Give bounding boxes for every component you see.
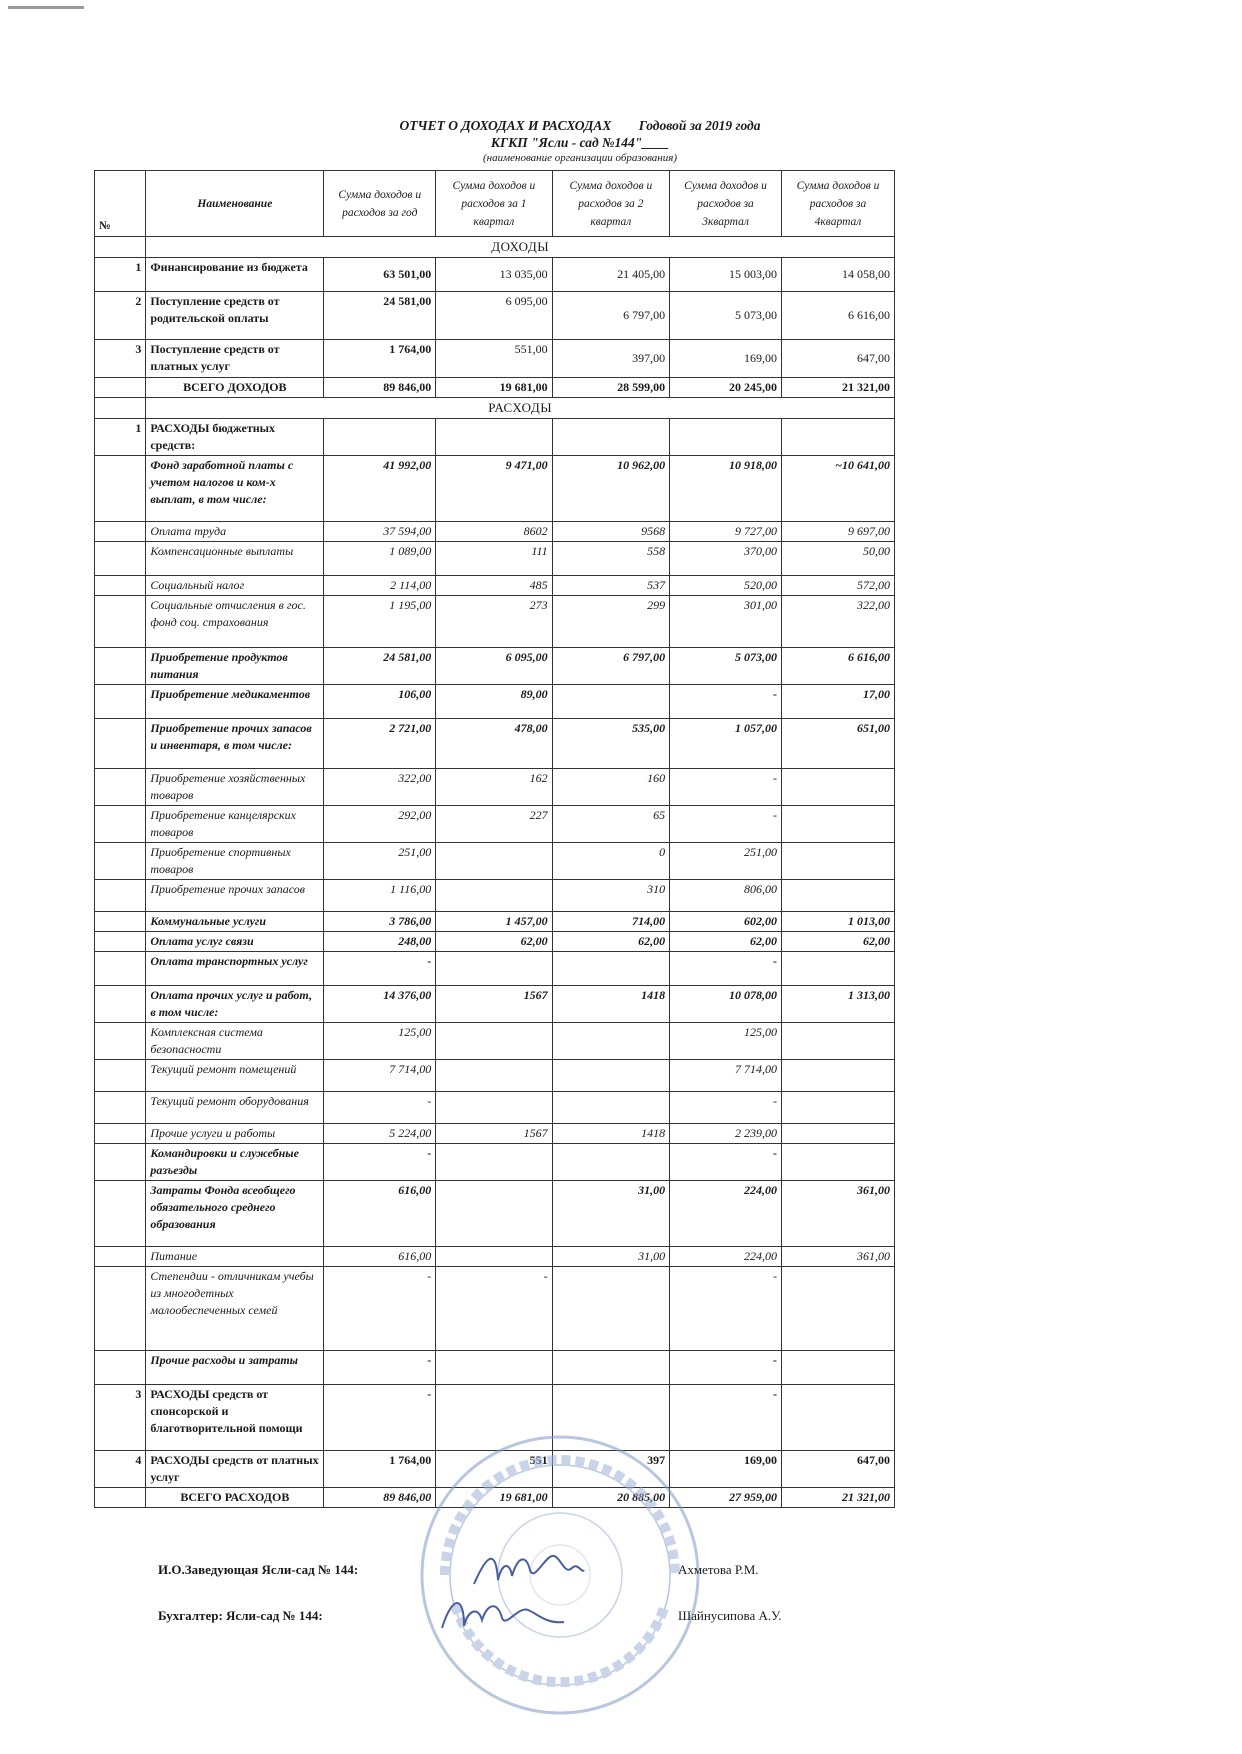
row-q1: 111 (436, 542, 552, 576)
row-q2: 299 (552, 596, 670, 648)
row-q1: 1567 (436, 1124, 552, 1144)
table-row (95, 340, 895, 378)
row-name: Текущий ремонт оборудования (146, 1092, 324, 1124)
row-q4: 322,00 (781, 596, 894, 648)
row-q3: 169,00 (670, 1451, 782, 1488)
row-q1: 89,00 (436, 685, 552, 719)
row-year: 2 721,00 (324, 719, 436, 769)
row-no (95, 1124, 146, 1144)
row-q3: 1 057,00 (670, 719, 782, 769)
row-q2 (552, 952, 670, 986)
row-q3: 5 073,00 (670, 292, 782, 340)
row-no (95, 986, 146, 1023)
row-name: Оплата прочих услуг и работ, в том числе: (146, 986, 324, 1023)
expense-total-name: ВСЕГО РАСХОДОВ (146, 1488, 324, 1508)
expense-total-year: 89 846,00 (324, 1488, 436, 1508)
row-name: Прочие услуги и работы (146, 1124, 324, 1144)
table-row (95, 769, 895, 806)
income-expense-table (94, 170, 895, 1508)
row-no (95, 1144, 146, 1181)
scan-artifact-line (8, 6, 84, 9)
row-name: Компенсационные выплаты (146, 542, 324, 576)
row-name: Командировки и служебные разъезды (146, 1144, 324, 1181)
row-year: 251,00 (324, 843, 436, 880)
row-year: 7 714,00 (324, 1060, 436, 1092)
row-q1 (436, 1247, 552, 1267)
table-row (95, 912, 895, 932)
row-name: РАСХОДЫ бюджетных средств: (146, 419, 324, 456)
table-row (95, 1023, 895, 1060)
row-no (95, 522, 146, 542)
row-q1 (436, 1023, 552, 1060)
row-q1: 13 035,00 (436, 258, 552, 292)
income-total-row (95, 378, 895, 398)
row-q4: 651,00 (781, 719, 894, 769)
expense-total-q2: 20 885,00 (552, 1488, 670, 1508)
row-name: Социальный налог (146, 576, 324, 596)
row-no: 2 (95, 292, 146, 340)
row-q4: 361,00 (781, 1247, 894, 1267)
row-name: Текущий ремонт помещений (146, 1060, 324, 1092)
income-total-q4: 21 321,00 (781, 378, 894, 398)
col-header-no: № (95, 171, 146, 237)
signature-row-accountant (158, 1608, 858, 1654)
row-name: Приобретение медикаментов (146, 685, 324, 719)
row-year: 616,00 (324, 1247, 436, 1267)
row-q3: - (670, 1351, 782, 1385)
table-row (95, 719, 895, 769)
row-no (95, 456, 146, 522)
table-header-row (95, 171, 895, 237)
row-q1 (436, 880, 552, 912)
table-row (95, 843, 895, 880)
signature-row-head (158, 1562, 858, 1608)
signatures-block (158, 1562, 858, 1654)
row-q3: 169,00 (670, 340, 782, 378)
row-year: 1 764,00 (324, 340, 436, 378)
row-year: 1 116,00 (324, 880, 436, 912)
row-q3: 370,00 (670, 542, 782, 576)
row-q4: 14 058,00 (781, 258, 894, 292)
row-name: Фонд заработной платы с учетом налогов и ком-х выплат, в том числе: (146, 456, 324, 522)
table-body (95, 237, 895, 1508)
row-q3: - (670, 952, 782, 986)
table-row (95, 880, 895, 912)
col-header-name: Наименование (146, 171, 324, 237)
income-total-year: 89 846,00 (324, 378, 436, 398)
row-year: - (324, 952, 436, 986)
row-no (95, 719, 146, 769)
row-q3: 224,00 (670, 1247, 782, 1267)
row-q3: - (670, 806, 782, 843)
row-q3: - (670, 1092, 782, 1124)
row-q2: 537 (552, 576, 670, 596)
row-q2 (552, 1060, 670, 1092)
row-year: 616,00 (324, 1181, 436, 1247)
row-q4: 50,00 (781, 542, 894, 576)
table-row (95, 576, 895, 596)
row-q3: 9 727,00 (670, 522, 782, 542)
row-q4: 9 697,00 (781, 522, 894, 542)
row-name: Приобретение канцелярских товаров (146, 806, 324, 843)
row-no (95, 806, 146, 843)
row-name: Оплата труда (146, 522, 324, 542)
row-q4 (781, 880, 894, 912)
row-q4 (781, 1124, 894, 1144)
table-row (95, 542, 895, 576)
row-name: Поступление средств от родительской оплаты (146, 292, 324, 340)
row-q4: 647,00 (781, 340, 894, 378)
row-q4 (781, 1351, 894, 1385)
row-year: - (324, 1267, 436, 1351)
expense-total-q4: 21 321,00 (781, 1488, 894, 1508)
col-header-year: Сумма доходов и расходов за год (324, 171, 436, 237)
row-q3: - (670, 1144, 782, 1181)
row-q2 (552, 1267, 670, 1351)
row-no (95, 1023, 146, 1060)
row-q4: 62,00 (781, 932, 894, 952)
row-q4 (781, 1385, 894, 1451)
col-header-q1: Сумма доходов и расходов за 1 квартал (436, 171, 552, 237)
report-header (300, 118, 860, 164)
row-no (95, 843, 146, 880)
row-year: 24 581,00 (324, 648, 436, 685)
row-q2: 1418 (552, 1124, 670, 1144)
income-total-label: ВСЕГО ДОХОДОВ (146, 378, 324, 398)
table-row (95, 1181, 895, 1247)
row-q2: 558 (552, 542, 670, 576)
row-q3: 224,00 (670, 1181, 782, 1247)
col-header-q4: Сумма доходов и расходов за 4квартал (781, 171, 894, 237)
row-year: 125,00 (324, 1023, 436, 1060)
row-q4: 17,00 (781, 685, 894, 719)
row-no: 1 (95, 258, 146, 292)
row-q1: 478,00 (436, 719, 552, 769)
row-name: Оплата транспортных услуг (146, 952, 324, 986)
expense-total-q3: 27 959,00 (670, 1488, 782, 1508)
table-row (95, 685, 895, 719)
row-year: 106,00 (324, 685, 436, 719)
expense-total-q1: 19 681,00 (436, 1488, 552, 1508)
table-row (95, 952, 895, 986)
row-q1 (436, 1144, 552, 1181)
row-q2: 65 (552, 806, 670, 843)
table-row (95, 258, 895, 292)
table-row (95, 1092, 895, 1124)
row-q2: 31,00 (552, 1247, 670, 1267)
table-row (95, 1451, 895, 1488)
row-year: 2 114,00 (324, 576, 436, 596)
row-no (95, 1267, 146, 1351)
row-q2: 10 962,00 (552, 456, 670, 522)
row-name: Прочие расходы и затраты (146, 1351, 324, 1385)
expense-total-row (95, 1488, 895, 1508)
report-title: ОТЧЕТ О ДОХОДАХ И РАСХОДАХ (399, 118, 612, 133)
row-q2: 31,00 (552, 1181, 670, 1247)
col-header-q2: Сумма доходов и расходов за 2 квартал (552, 171, 670, 237)
row-q3: 2 239,00 (670, 1124, 782, 1144)
row-name: Затраты Фонда всеобщего обязательного среднего образования (146, 1181, 324, 1247)
expense-total-no (95, 1488, 146, 1508)
row-q2 (552, 419, 670, 456)
table-row (95, 1124, 895, 1144)
row-q3: - (670, 769, 782, 806)
table-row (95, 806, 895, 843)
row-q1: 1 457,00 (436, 912, 552, 932)
row-q3: - (670, 685, 782, 719)
row-q4: 361,00 (781, 1181, 894, 1247)
row-q1 (436, 1092, 552, 1124)
row-no (95, 596, 146, 648)
row-name: Приобретение хозяйственных товаров (146, 769, 324, 806)
row-year: 63 501,00 (324, 258, 436, 292)
row-name: Приобретение прочих запасов (146, 880, 324, 912)
row-no (95, 932, 146, 952)
signature-role: И.О.Заведующая Ясли-сад № 144: (158, 1562, 359, 1577)
income-section-row (95, 237, 895, 258)
table-row (95, 1060, 895, 1092)
row-q4 (781, 1092, 894, 1124)
table-row (95, 292, 895, 340)
row-q4 (781, 843, 894, 880)
row-q1: 551 (436, 1451, 552, 1488)
table-row (95, 986, 895, 1023)
income-total-q1: 19 681,00 (436, 378, 552, 398)
row-q1 (436, 843, 552, 880)
table-row (95, 419, 895, 456)
row-q1: 62,00 (436, 932, 552, 952)
row-name: Социальные отчисления в гос. фонд соц. страхования (146, 596, 324, 648)
row-no (95, 1247, 146, 1267)
row-year (324, 419, 436, 456)
row-q2: 6 797,00 (552, 648, 670, 685)
row-name: Комплексная система безопасности (146, 1023, 324, 1060)
row-q4 (781, 1267, 894, 1351)
section-spacer (95, 237, 146, 258)
row-q1: 227 (436, 806, 552, 843)
row-no (95, 576, 146, 596)
row-q1: 162 (436, 769, 552, 806)
row-q2 (552, 1023, 670, 1060)
col-header-q3: Сумма доходов и расходов за 3квартал (670, 171, 782, 237)
table-row (95, 648, 895, 685)
row-year: 41 992,00 (324, 456, 436, 522)
row-q2 (552, 1351, 670, 1385)
row-q1: 6 095,00 (436, 292, 552, 340)
row-q2 (552, 1144, 670, 1181)
table-row (95, 1385, 895, 1451)
row-no (95, 1092, 146, 1124)
row-name: Питание (146, 1247, 324, 1267)
row-q4: 572,00 (781, 576, 894, 596)
row-q3: 5 073,00 (670, 648, 782, 685)
organization-name: КГКП "Ясли - сад №144"____ (490, 135, 670, 150)
row-q4: 6 616,00 (781, 292, 894, 340)
row-q3: 251,00 (670, 843, 782, 880)
row-q3: 520,00 (670, 576, 782, 596)
row-no (95, 769, 146, 806)
row-name: Степендии - отличникам учебы из многодетных малообеспеченных семей (146, 1267, 324, 1351)
table-row (95, 456, 895, 522)
row-q2: 6 797,00 (552, 292, 670, 340)
row-year: - (324, 1092, 436, 1124)
table-row (95, 522, 895, 542)
row-q3: 806,00 (670, 880, 782, 912)
row-q1 (436, 1351, 552, 1385)
row-q4: 647,00 (781, 1451, 894, 1488)
row-name: Оплата услуг связи (146, 932, 324, 952)
row-no: 1 (95, 419, 146, 456)
row-q1: 551,00 (436, 340, 552, 378)
table-row (95, 1267, 895, 1351)
row-q1 (436, 1385, 552, 1451)
row-q3: 62,00 (670, 932, 782, 952)
row-name: Приобретение прочих запасов и инвентаря, в том числе: (146, 719, 324, 769)
row-name: РАСХОДЫ средств от спонсорской и благотворительной помощи (146, 1385, 324, 1451)
row-q3: 10 078,00 (670, 986, 782, 1023)
row-no (95, 1060, 146, 1092)
row-year: 14 376,00 (324, 986, 436, 1023)
income-section-title: ДОХОДЫ (146, 237, 895, 258)
row-q1: 6 095,00 (436, 648, 552, 685)
row-q4: 6 616,00 (781, 648, 894, 685)
row-q1 (436, 1181, 552, 1247)
row-no (95, 1351, 146, 1385)
row-q3: - (670, 1385, 782, 1451)
row-year: 248,00 (324, 932, 436, 952)
row-q3: 125,00 (670, 1023, 782, 1060)
row-q3: 301,00 (670, 596, 782, 648)
row-year: 3 786,00 (324, 912, 436, 932)
expense-section-title: РАСХОДЫ (146, 398, 895, 419)
row-q2: 0 (552, 843, 670, 880)
row-q3: 10 918,00 (670, 456, 782, 522)
row-no (95, 912, 146, 932)
row-year: 24 581,00 (324, 292, 436, 340)
row-q4: 1 313,00 (781, 986, 894, 1023)
row-q1 (436, 419, 552, 456)
table-row (95, 1144, 895, 1181)
row-q2: 62,00 (552, 932, 670, 952)
row-no (95, 880, 146, 912)
section-spacer (95, 398, 146, 419)
row-q4 (781, 1060, 894, 1092)
table-row (95, 932, 895, 952)
row-q1: - (436, 1267, 552, 1351)
row-q3: - (670, 1267, 782, 1351)
row-q3: 15 003,00 (670, 258, 782, 292)
row-q1 (436, 952, 552, 986)
row-name: Финансирование из бюджета (146, 258, 324, 292)
row-q2: 397 (552, 1451, 670, 1488)
row-year: 5 224,00 (324, 1124, 436, 1144)
row-year: - (324, 1351, 436, 1385)
row-q4 (781, 419, 894, 456)
row-year: 1 089,00 (324, 542, 436, 576)
row-q1: 485 (436, 576, 552, 596)
row-q2: 9568 (552, 522, 670, 542)
row-no (95, 648, 146, 685)
table-row (95, 596, 895, 648)
row-q2: 21 405,00 (552, 258, 670, 292)
row-name: РАСХОДЫ средств от платных услуг (146, 1451, 324, 1488)
row-name: Приобретение продуктов питания (146, 648, 324, 685)
row-no: 3 (95, 340, 146, 378)
row-q4 (781, 806, 894, 843)
table-row (95, 1351, 895, 1385)
row-q1: 9 471,00 (436, 456, 552, 522)
row-q4: 1 013,00 (781, 912, 894, 932)
row-q1: 8602 (436, 522, 552, 542)
row-q2 (552, 1092, 670, 1124)
row-q4: ~10 641,00 (781, 456, 894, 522)
row-no (95, 542, 146, 576)
row-no (95, 378, 146, 398)
row-q4 (781, 1023, 894, 1060)
signature-name: Ахметова Р.М. (678, 1562, 759, 1577)
row-name: Поступление средств от платных услуг (146, 340, 324, 378)
row-q2: 310 (552, 880, 670, 912)
row-q2 (552, 685, 670, 719)
row-year: 1 195,00 (324, 596, 436, 648)
report-title-line (300, 118, 860, 134)
row-year: - (324, 1385, 436, 1451)
row-no: 4 (95, 1451, 146, 1488)
row-no (95, 952, 146, 986)
row-q3: 602,00 (670, 912, 782, 932)
signature-name: Шайнусипова А.У. (678, 1608, 782, 1623)
income-total-q2: 28 599,00 (552, 378, 670, 398)
signature-role: Бухгалтер: Ясли-сад № 144: (158, 1608, 323, 1623)
row-q2: 397,00 (552, 340, 670, 378)
row-name: Коммунальные услуги (146, 912, 324, 932)
row-q2: 1418 (552, 986, 670, 1023)
row-q2: 535,00 (552, 719, 670, 769)
row-year: 292,00 (324, 806, 436, 843)
row-q2: 714,00 (552, 912, 670, 932)
row-year: 1 764,00 (324, 1451, 436, 1488)
row-no (95, 685, 146, 719)
row-name: Приобретение спортивных товаров (146, 843, 324, 880)
row-year: - (324, 1144, 436, 1181)
row-q3 (670, 419, 782, 456)
row-q2: 160 (552, 769, 670, 806)
row-no: 3 (95, 1385, 146, 1451)
row-q4 (781, 769, 894, 806)
row-q1: 1567 (436, 986, 552, 1023)
row-q4 (781, 952, 894, 986)
expense-section-row (95, 398, 895, 419)
row-q1 (436, 1060, 552, 1092)
organization-note: (наименование организации образования) (482, 152, 678, 164)
row-q1: 273 (436, 596, 552, 648)
report-period: Годовой за 2019 года (638, 118, 761, 133)
row-no (95, 1181, 146, 1247)
row-q3: 7 714,00 (670, 1060, 782, 1092)
row-year: 322,00 (324, 769, 436, 806)
table-row (95, 1247, 895, 1267)
income-total-q3: 20 245,00 (670, 378, 782, 398)
row-q2 (552, 1385, 670, 1451)
row-q4 (781, 1144, 894, 1181)
row-year: 37 594,00 (324, 522, 436, 542)
